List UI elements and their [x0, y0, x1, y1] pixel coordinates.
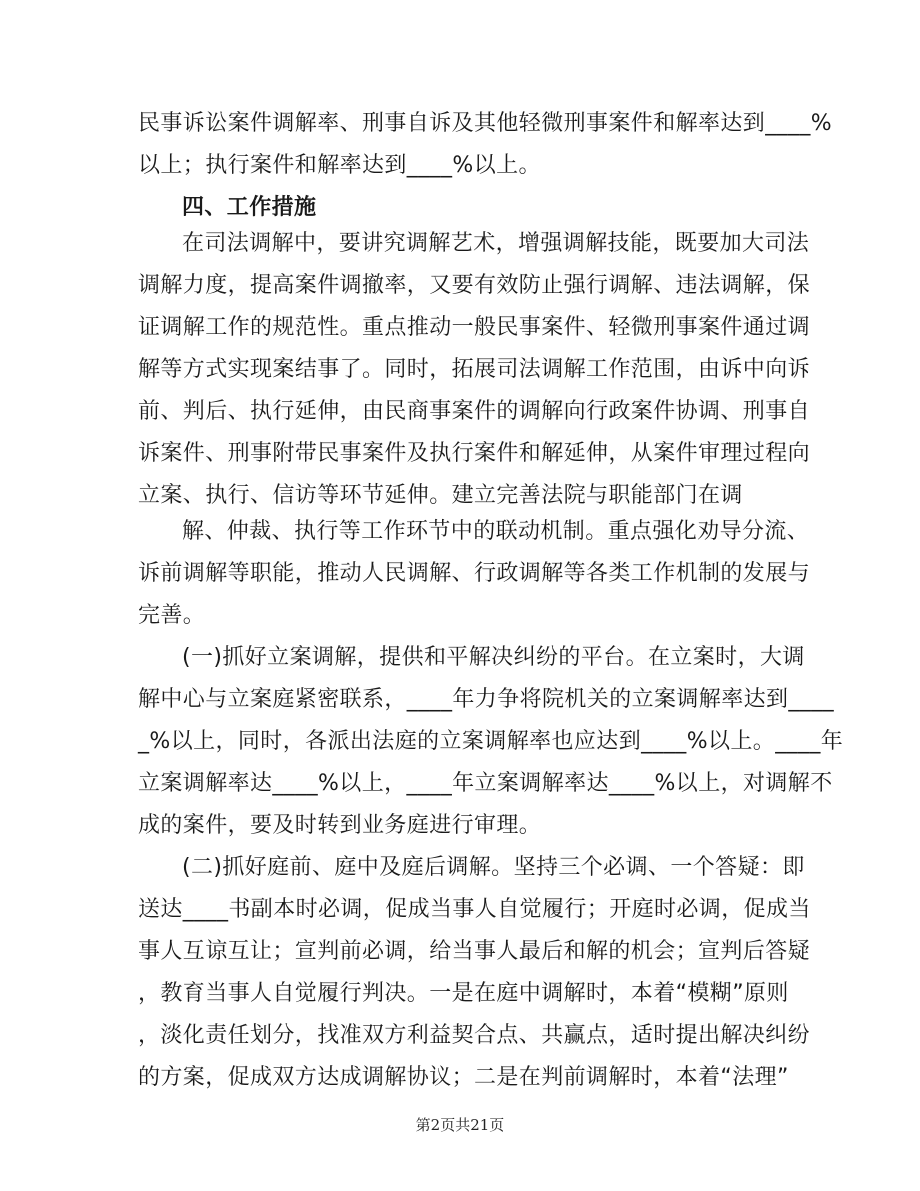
paragraph-line: 证调解工作的规范性。重点推动一般民事案件、轻微刑事案件通过调	[138, 315, 811, 340]
paragraph-line: (一)抓好立案调解，提供和平解决纠纷的平台。在立案时，大调	[182, 645, 805, 670]
paragraph-line: 解、仲裁、执行等工作环节中的联动机制。重点强化劝导分流、	[182, 519, 810, 544]
page-number: 第2页共21页	[415, 1116, 505, 1134]
paragraph-line: 立案调解率达____%以上，____年立案调解率达____%以上，对调解不	[138, 771, 833, 796]
paragraph-line: 以上；执行案件和解率达到____%以上。	[138, 153, 541, 178]
paragraph-line: _%以上，同时，各派出法庭的立案调解率也应达到____%以上。____年	[138, 729, 844, 754]
paragraph-line: ，教育当事人自觉履行判决。一是在庭中调解时，本着“模糊”原则	[138, 981, 789, 1006]
paragraph-line: 调解力度，提高案件调撤率，又要有效防止强行调解、违法调解，保	[138, 273, 811, 298]
paragraph-line: 立案、执行、信访等环节延伸。建立完善法院与职能部门在调	[138, 483, 743, 508]
section-heading: 四、工作措施	[182, 195, 317, 220]
paragraph-line: 诉案件、刑事附带民事案件及执行案件和解延伸，从案件审理过程向	[138, 441, 811, 466]
paragraph-line: 在司法调解中，要讲究调解艺术，增强调解技能，既要加大司法	[182, 231, 810, 256]
paragraph-line: 诉前调解等职能，推动人民调解、行政调解等各类工作机制的发展与	[138, 561, 811, 586]
paragraph-line: 解中心与立案庭紧密联系，____年力争将院机关的立案调解率达到____	[138, 687, 835, 712]
paragraph-line: 完善。	[138, 603, 206, 628]
paragraph-line: 解等方式实现案结事了。同时，拓展司法调解工作范围，由诉中向诉	[138, 357, 811, 382]
paragraph-line: 成的案件，要及时转到业务庭进行审理。	[138, 813, 542, 838]
paragraph-line: 民事诉讼案件调解率、刑事自诉及其他轻微刑事案件和解率达到____%	[138, 111, 833, 136]
paragraph-line: ，淡化责任划分，找准双方利益契合点、共赢点，适时提出解决纠纷	[138, 1023, 811, 1048]
paragraph-line: 的方案，促成双方达成调解协议；二是在判前调解时，本着“法理”	[138, 1065, 789, 1090]
paragraph-line: 前、判后、执行延伸，由民商事案件的调解向行政案件协调、刑事自	[138, 399, 811, 424]
paragraph-line: 事人互谅互让；宣判前必调，给当事人最后和解的机会；宣判后答疑	[138, 939, 811, 964]
paragraph-line: 送达____书副本时必调，促成当事人自觉履行；开庭时必调，促成当	[138, 897, 811, 922]
paragraph-line: (二)抓好庭前、庭中及庭后调解。坚持三个必调、一个答疑：即	[182, 855, 805, 880]
